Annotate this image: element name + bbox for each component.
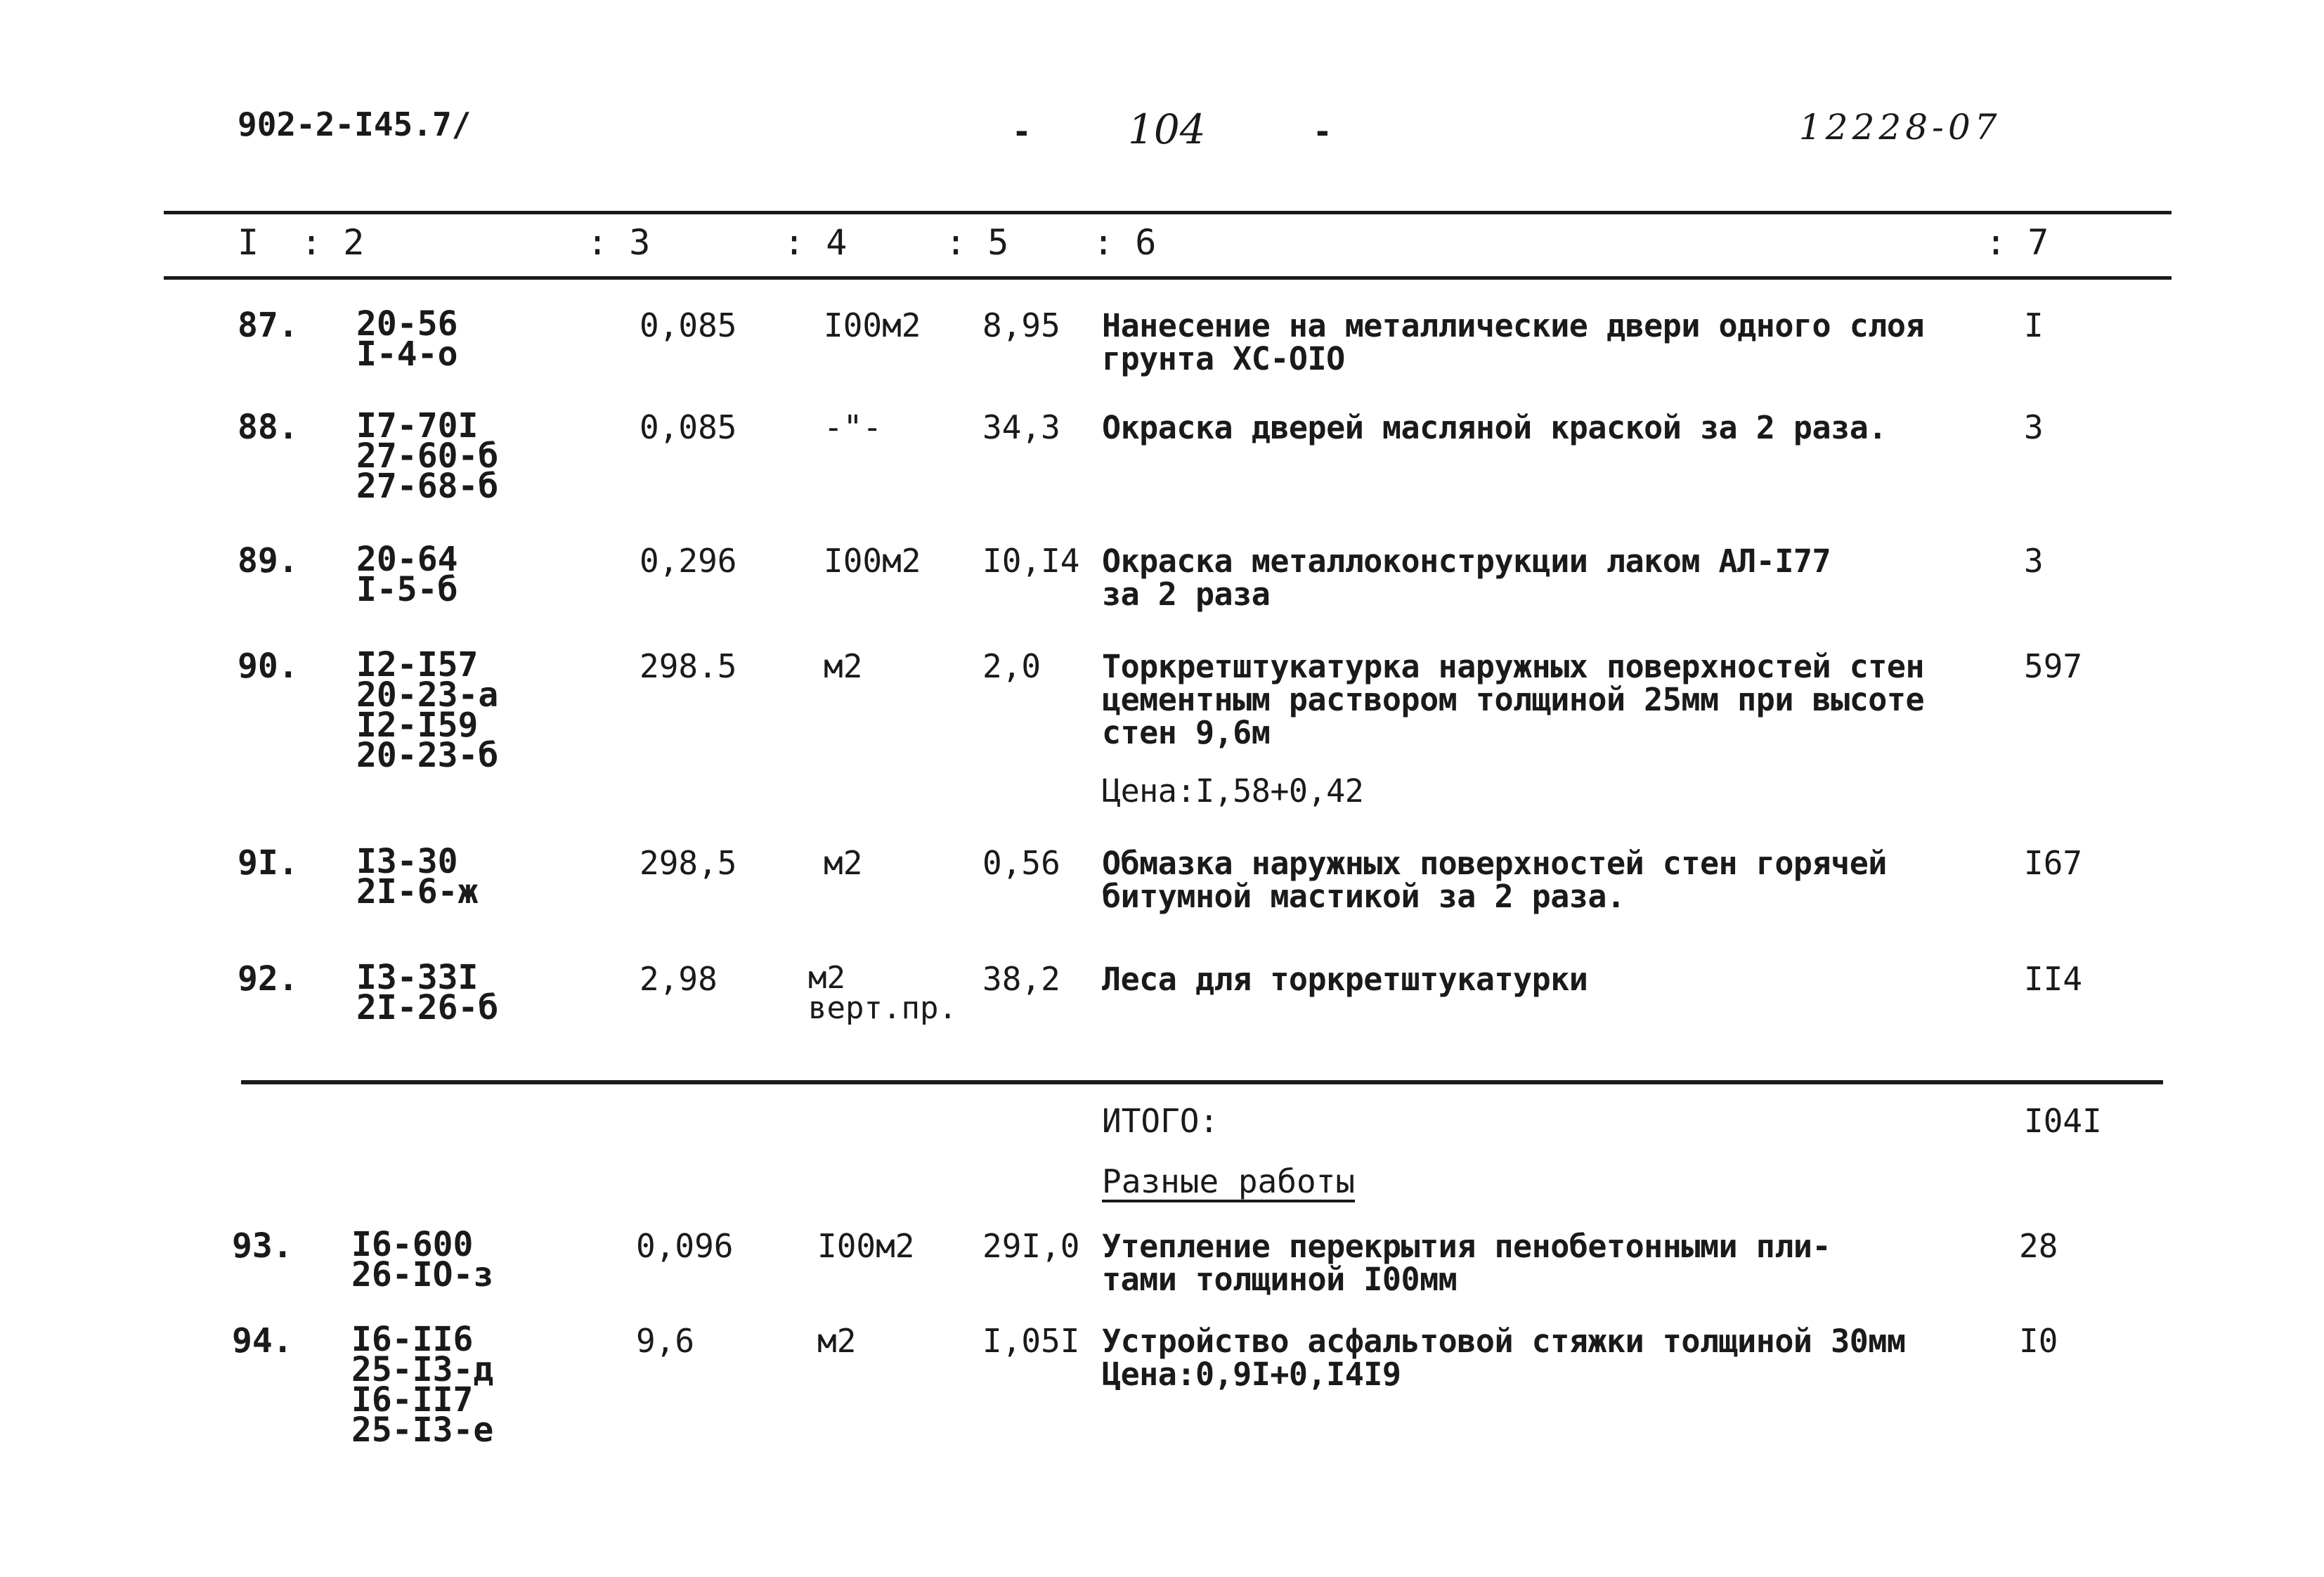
norm-codes: 20-64 I-5-б: [356, 540, 458, 609]
norm-codes: I2-I57 20-23-а I2-I59 20-23-б: [356, 645, 499, 775]
cost-total: 3: [2024, 408, 2044, 446]
quantity: 298.5: [640, 647, 737, 685]
quantity: 0,085: [640, 306, 737, 344]
cost-total: I0: [2019, 1322, 2058, 1360]
work-description: Утепление перекрытия пенобетонными пли- тами толщиной I00мм: [1102, 1228, 1831, 1298]
row-number: 9I.: [238, 843, 299, 883]
cost-total: I: [2024, 306, 2044, 344]
col-header-2: : 2: [301, 222, 365, 263]
work-description: Обмазка наружных поверхностей стен горячей битумной мастикой за 2 раза.: [1102, 845, 1887, 915]
row-number: 90.: [238, 647, 299, 686]
norm-codes: I6-600 26-IO-з: [351, 1225, 494, 1294]
norm-codes: 20-56 I-4-o: [356, 304, 458, 374]
col-header-4: : 4: [784, 222, 848, 263]
cost-total: 28: [2019, 1227, 2058, 1265]
col-header-6: : 6: [1093, 222, 1157, 263]
price-breakdown: Цена:I,58+0,42: [1102, 772, 1364, 810]
unit: м2: [824, 647, 863, 685]
work-description: Леса для торкретштукатурки: [1102, 961, 1588, 998]
page-dash-right: -: [1313, 112, 1332, 150]
section-title: Разные работы: [1102, 1162, 1356, 1200]
unit: -"-: [824, 408, 883, 446]
row-number: 87.: [238, 306, 299, 345]
col-header-3: : 3: [587, 222, 651, 263]
quantity: 2,98: [640, 960, 718, 998]
unit: м2 верт.пр.: [808, 960, 957, 1026]
unit-price: 34,3: [982, 408, 1060, 446]
norm-codes: I3-33I 2I-26-б: [356, 958, 499, 1027]
quantity: 298,5: [640, 844, 737, 882]
subtotal-value: I04I: [2024, 1102, 2102, 1140]
unit: I00м2: [824, 306, 921, 344]
unit-price: 2,0: [982, 647, 1041, 685]
quantity: 0,296: [640, 542, 737, 580]
unit-price: 8,95: [982, 306, 1060, 344]
work-description: Устройство асфальтовой стяжки толщиной 30мм Цена:0,9I+0,I4I9: [1102, 1323, 1906, 1393]
unit: I00м2: [817, 1227, 915, 1265]
header-rule: [164, 276, 2172, 280]
unit-price: 38,2: [982, 960, 1060, 998]
col-header-7: : 7: [1985, 222, 2049, 263]
quantity: 0,085: [640, 408, 737, 446]
subtotal-rule: [241, 1080, 2163, 1084]
cost-total: I67: [2024, 844, 2083, 882]
unit-price: I,05I: [982, 1322, 1080, 1360]
work-description: Окраска дверей масляной краской за 2 раза.: [1102, 409, 1887, 446]
unit-price: 29I,0: [982, 1227, 1080, 1265]
top-rule: [164, 211, 2172, 214]
quantity: 9,6: [636, 1322, 695, 1360]
row-number: 88.: [238, 408, 299, 447]
row-number: 92.: [238, 959, 299, 999]
cost-total: II4: [2024, 960, 2083, 998]
unit: м2: [824, 844, 863, 882]
work-description: Нанесение на металлические двери одного слоя грунта ХС-ОIО: [1102, 307, 1925, 377]
unit-price: 0,56: [982, 844, 1060, 882]
norm-codes: I7-70I 27-60-б 27-68-б: [356, 406, 499, 506]
work-description: Торкретштукатурка наружных поверхностей стен цементным раствором толщиной 25мм при высоте стен 9,6м: [1102, 648, 1925, 751]
archive-number: 12228-07: [1799, 107, 2001, 148]
quantity: 0,096: [636, 1227, 734, 1265]
unit-price: I0,I4: [982, 542, 1080, 580]
col-header-5: : 5: [945, 222, 1009, 263]
doc-code: 902-2-I45.7/: [238, 105, 472, 143]
unit: м2: [817, 1322, 857, 1360]
norm-codes: I3-30 2I-6-ж: [356, 842, 479, 911]
unit: I00м2: [824, 542, 921, 580]
row-number: 93.: [232, 1226, 293, 1266]
page-number: 104: [1128, 105, 1206, 153]
row-number: 94.: [232, 1321, 293, 1361]
norm-codes: I6-II6 25-I3-д I6-II7 25-I3-е: [351, 1320, 494, 1450]
row-number: 89.: [238, 541, 299, 580]
page-dash-left: -: [1012, 112, 1032, 150]
cost-total: 3: [2024, 542, 2044, 580]
cost-total: 597: [2024, 647, 2083, 685]
work-description: Окраска металлоконструкции лаком АЛ-I77 за 2 раза: [1102, 543, 1831, 613]
subtotal-label: ИТОГО:: [1102, 1102, 1219, 1140]
col-header-1: I: [238, 222, 259, 263]
